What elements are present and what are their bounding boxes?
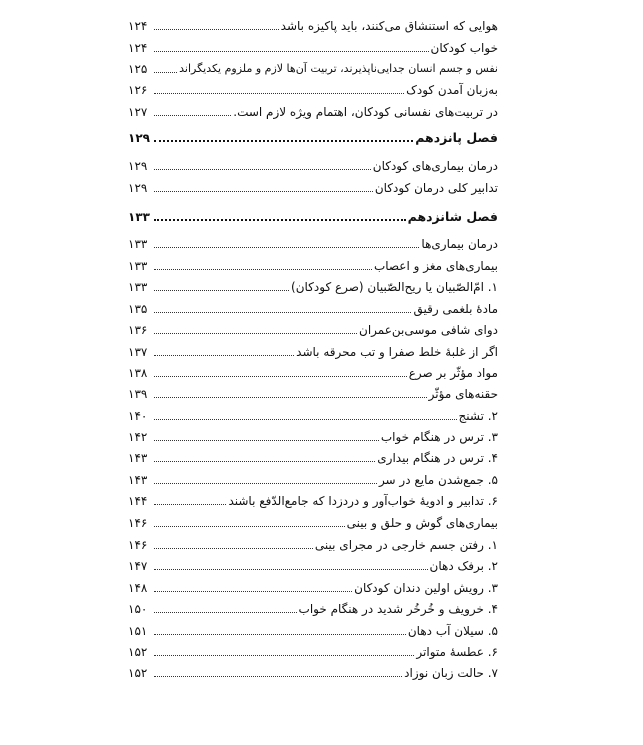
- page-number: ۱۵۰: [128, 602, 148, 616]
- toc-entry: [128, 533, 498, 553]
- dot-leader: [154, 140, 413, 142]
- page-number: ۱۵۲: [128, 666, 148, 680]
- page-number: ۱۳۶: [128, 323, 148, 337]
- entry-title: مواد مؤثّر بر صرع: [408, 366, 498, 380]
- page-number: ۱۲۵: [128, 62, 148, 76]
- page-number: ۱۴۶: [128, 538, 148, 552]
- dot-leader: [154, 548, 313, 549]
- toc-entry: [128, 489, 498, 509]
- toc-entry: [128, 297, 498, 317]
- page-number: ۱۲۹: [128, 181, 148, 195]
- page-number: ۱۲۹: [128, 131, 150, 145]
- dot-leader: [154, 51, 429, 52]
- dot-leader: [154, 591, 352, 592]
- page-number: ۱۴۴: [128, 494, 148, 508]
- entry-title: مادهٔ بلغمی رقیق: [413, 302, 498, 316]
- page-number: ۱۲۴: [128, 19, 148, 33]
- chapter-heading-row: [128, 205, 498, 225]
- entry-title: درمان بیماری‌های کودکان: [372, 159, 498, 173]
- dot-leader: [154, 355, 294, 356]
- dot-leader: [154, 440, 379, 441]
- page-number: ۱۳۳: [128, 237, 148, 251]
- page-number: ۱۳۸: [128, 366, 148, 380]
- toc-entry: [128, 597, 498, 617]
- entry-title: ۱. رفتن جسم خارجی در مجرای بینی: [314, 538, 498, 552]
- page-number: ۱۴۰: [128, 409, 148, 423]
- chapter-title: فصل شانزدهم: [407, 209, 498, 224]
- page-number: ۱۳۹: [128, 387, 148, 401]
- entry-title: ۷. حالت زبان نوزاد: [404, 666, 498, 680]
- entry-title: ۲. تشنج: [458, 409, 498, 423]
- toc-entry: [128, 425, 498, 445]
- dot-leader: [154, 312, 411, 313]
- toc-entry: [128, 661, 498, 681]
- dot-leader: [154, 526, 345, 527]
- toc-entry: [128, 78, 498, 98]
- page-number: ۱۵۲: [128, 645, 148, 659]
- page-number: ۱۳۳: [128, 259, 148, 273]
- dot-leader: [154, 247, 419, 248]
- toc-entry: [128, 36, 498, 56]
- dot-leader: [154, 676, 402, 677]
- dot-leader: [154, 634, 406, 635]
- toc-entry: [128, 382, 498, 402]
- dot-leader: [154, 419, 457, 420]
- toc-entry: [128, 511, 498, 531]
- entry-title: ۴. خرویف و خُرخُر شدید در هنگام خواب: [298, 602, 498, 616]
- dot-leader: [154, 93, 404, 94]
- toc-entry: [128, 361, 498, 381]
- page-number: ۱۵۱: [128, 624, 148, 638]
- entry-title: ۴. ترس در هنگام بیداری: [377, 451, 498, 465]
- toc-entry: [128, 57, 498, 77]
- dot-leader: [154, 269, 372, 270]
- dot-leader: [154, 483, 377, 484]
- entry-title: ۵. جمع‌شدن مایع در سر: [378, 473, 498, 487]
- entry-title: بیماری‌های گوش و حلق و بینی: [346, 516, 498, 530]
- entry-title: به‌زبان آمدن کودک: [406, 83, 498, 97]
- toc-entry: [128, 100, 498, 120]
- entry-title: ۳. رویش اولین دندان کودکان: [354, 581, 498, 595]
- page-number: ۱۲۴: [128, 41, 148, 55]
- toc-entry: [128, 176, 498, 196]
- entry-title: در تربیت‌های نفسانی کودکان، اهتمام ویژه لازم است.: [233, 105, 498, 119]
- toc-entry: [128, 14, 498, 34]
- entry-title: ۵. سیلان آب دهان: [407, 624, 498, 638]
- page-number: ۱۴۸: [128, 581, 148, 595]
- entry-title: ۱. امّ‌الصّبیان یا ریح‌الصّبیان (صرع کودکان): [291, 280, 498, 294]
- page-number: ۱۴۳: [128, 451, 148, 465]
- entry-title: اگر از غلبهٔ خلط صفرا و تب محرقه باشد: [296, 345, 498, 359]
- page-number: ۱۳۳: [128, 280, 148, 294]
- toc-entry: [128, 446, 498, 466]
- dot-leader: [154, 72, 177, 73]
- entry-title: حقنه‌های مؤثّر: [428, 387, 498, 401]
- page-number: ۱۳۳: [128, 210, 150, 224]
- entry-title: تدابیر کلی درمان کودکان: [374, 181, 498, 195]
- chapter-heading-row: [128, 126, 498, 146]
- chapter-title: فصل پانزدهم: [415, 130, 498, 145]
- dot-leader: [154, 461, 375, 462]
- dot-leader: [154, 612, 297, 613]
- dot-leader: [154, 333, 357, 334]
- entry-title: هوایی که استنشاق می‌کنند، باید پاکیزه باشد: [280, 19, 498, 33]
- page-number: ۱۴۷: [128, 559, 148, 573]
- toc-entry: [128, 232, 498, 252]
- toc-entry: [128, 340, 498, 360]
- dot-leader: [154, 569, 428, 570]
- entry-title: نفس و جسم انسان جدایی‌ناپذیرند، تربیت آن‌ها لازم و ملزوم یکدیگراند: [179, 62, 498, 75]
- toc-entry: [128, 275, 498, 295]
- entry-title: دوای شافی موسی‌بن‌عمران: [359, 323, 498, 337]
- dot-leader: [154, 191, 373, 192]
- page-number: ۱۴۲: [128, 430, 148, 444]
- entry-title: ۶. عطسهٔ متواتر: [416, 645, 498, 659]
- dot-leader: [154, 504, 226, 505]
- toc-entry: [128, 154, 498, 174]
- page-number: ۱۲۷: [128, 105, 148, 119]
- dot-leader: [154, 169, 371, 170]
- entry-title: ۳. ترس در هنگام خواب: [380, 430, 498, 444]
- entry-title: بیماری‌های مغز و اعصاب: [373, 259, 498, 273]
- page-number: ۱۴۶: [128, 516, 148, 530]
- entry-title: خواب کودکان: [430, 41, 498, 55]
- toc-entry: [128, 554, 498, 574]
- entry-title: ۲. برفک دهان: [429, 559, 498, 573]
- dot-leader: [154, 29, 279, 30]
- toc-entry: [128, 318, 498, 338]
- dot-leader: [154, 376, 407, 377]
- dot-leader: [154, 290, 289, 291]
- page-number: ۱۴۳: [128, 473, 148, 487]
- dot-leader: [154, 655, 414, 656]
- entry-title: ۶. تدابیر و ادویهٔ خواب‌آور و دردزدا که جامع‌الدّفع باشند: [228, 494, 498, 508]
- toc-entry: [128, 468, 498, 488]
- toc-entry: [128, 404, 498, 424]
- page-number: ۱۳۷: [128, 345, 148, 359]
- toc-entry: [128, 254, 498, 274]
- page-number: ۱۳۵: [128, 302, 148, 316]
- dot-leader: [154, 397, 427, 398]
- page-number: ۱۲۹: [128, 159, 148, 173]
- page-number: ۱۲۶: [128, 83, 148, 97]
- dot-leader: [154, 219, 406, 221]
- toc-entry: [128, 619, 498, 639]
- dot-leader: [154, 115, 231, 116]
- entry-title: درمان بیماری‌ها: [421, 237, 498, 251]
- toc-entry: [128, 640, 498, 660]
- toc-entry: [128, 576, 498, 596]
